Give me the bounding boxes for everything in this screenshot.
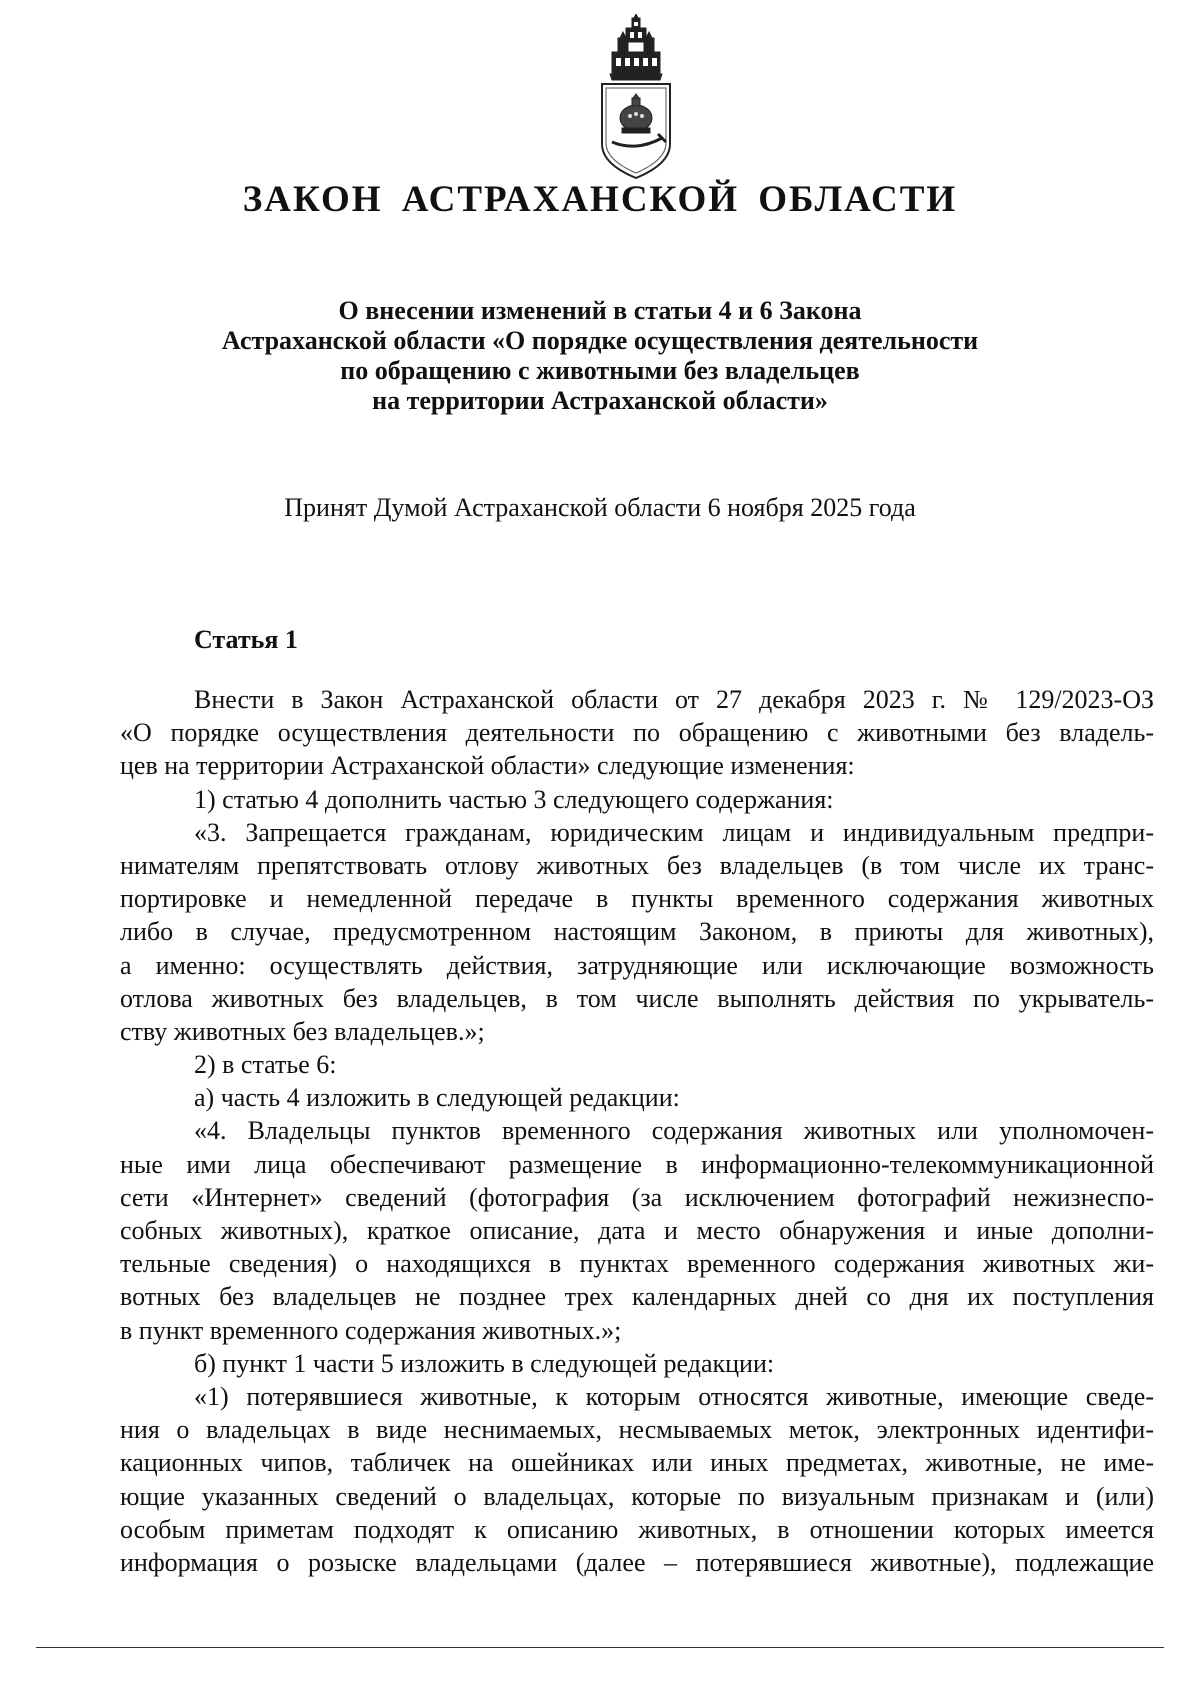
text-line: сети «Интернет» сведений (фотография (за исключением фотографий нежизнеспо- (120, 1182, 1154, 1212)
text-line: ные ими лица обеспечивают размещение в информационно-телекоммуникационной (120, 1149, 1154, 1179)
text-line: а именно: осуществлять действия, затрудняющие или исключающие возможность (120, 950, 1154, 980)
text-line: нимателям препятствовать отлову животных без владельцев (в том числе их транс- (120, 850, 1154, 880)
text-line: 2) в статье 6: (194, 1050, 337, 1080)
subtitle-line: по обращению с животными без владельцев (340, 356, 860, 385)
law-title: ЗАКОН АСТРАХАНСКОЙ ОБЛАСТИ (242, 179, 958, 220)
text-line: цев на территории Астраханской области» следующие изменения: (120, 751, 855, 781)
article-heading: Статья 1 (194, 625, 298, 654)
text-line: а) часть 4 изложить в следующей редакции: (194, 1083, 680, 1113)
text-line: ству животных без владельцев.»; (120, 1016, 485, 1046)
page-divider (36, 1647, 1164, 1648)
text-line: «1) потерявшиеся животные, к которым относятся животные, имеющие сведе- (194, 1381, 1154, 1411)
text-line: тельные сведения) о находящихся в пунктах временного содержания животных жи- (120, 1249, 1154, 1279)
text-line: особым приметам подходят к описанию животных, в отношении которых имеется (120, 1514, 1154, 1544)
adoption-note: Принят Думой Астраханской области 6 ноября 2025 года (284, 493, 916, 522)
subtitle-line: Астраханской области «О порядке осуществления деятельности (221, 326, 979, 355)
text-line: «О порядке осуществления деятельности по обращению с животными без владель- (120, 718, 1154, 748)
text-line: отлова животных без владельцев, в том числе выполнять действия по укрыватель- (120, 983, 1154, 1013)
text-line: собных животных), краткое описание, дата и место обнаружения и иные дополни- (120, 1216, 1154, 1245)
astrakhan-coat-of-arms-icon (588, 14, 684, 182)
text-line: б) пункт 1 части 5 изложить в следующей редакции: (194, 1348, 775, 1378)
text-line: ющие указанных сведений о владельцах, которые по визуальным признакам и (или) (120, 1481, 1154, 1511)
text-line: информация о розыске владельцами (далее – потерявшиеся животные), подлежащие (120, 1547, 1154, 1577)
text-line: либо в случае, предусмотренном настоящим Законом, в приюты для животных), (120, 917, 1154, 947)
article-body (120, 683, 1154, 1579)
text-line: ния о владельцах в виде неснимаемых, несмываемых меток, электронных идентифи- (120, 1415, 1154, 1445)
law-subtitle (0, 296, 1200, 416)
text-line: кационных чипов, табличек на ошейниках или иных предметах, животные, не име- (120, 1448, 1154, 1478)
text-line: Внести в Закон Астраханской области от 27 декабря 2023 г. № 129/2023-ОЗ (194, 685, 1154, 714)
text-line: в пункт временного содержания животных.»; (120, 1315, 622, 1345)
subtitle-line: О внесении изменений в статьи 4 и 6 Закона (338, 296, 862, 325)
text-line: 1) статью 4 дополнить частью 3 следующего содержания: (194, 784, 834, 814)
text-line: «3. Запрещается гражданам, юридическим лицам и индивидуальным предпри- (194, 817, 1154, 847)
text-line: «4. Владельцы пунктов временного содержания животных или уполномочен- (194, 1116, 1154, 1146)
subtitle-line: на территории Астраханской области» (372, 386, 828, 415)
text-line: портировке и немедленной передаче в пункты временного содержания животных (120, 884, 1154, 914)
text-line: вотных без владельцев не позднее трех календарных дней со дня их поступления (120, 1282, 1154, 1312)
